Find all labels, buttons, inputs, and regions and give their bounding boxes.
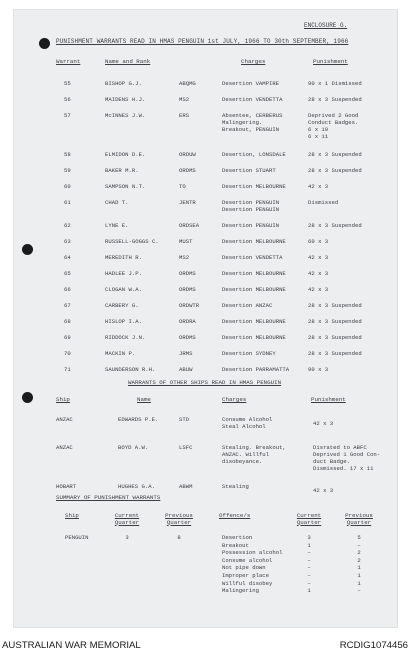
warrant-number: 71: [64, 366, 71, 373]
summary-header-previous-line2: Quarter: [166, 518, 192, 526]
header-charges: Charges: [241, 58, 266, 65]
offence-current-count: 3: [307, 534, 311, 541]
charge-text: disobeyance.: [222, 458, 263, 465]
sailor-rank: ABUW: [179, 366, 193, 373]
sailor-name: MEREDITH R.: [105, 254, 142, 261]
footer-bar: [0, 636, 411, 653]
summary-header-current-2: [289, 513, 329, 526]
header-name-rank: Name and Rank: [105, 58, 151, 65]
offence-current-count: –: [307, 572, 311, 579]
section-summary-title: SUMMARY OF PUNISHMENT WARRANTS: [56, 494, 161, 501]
sailor-rank: ORDMS: [179, 286, 196, 293]
offence-previous-count: 1: [357, 579, 361, 587]
summary-header-previous-line1: Previous: [165, 512, 193, 519]
header-punishment-2: Punishment: [311, 396, 346, 403]
charge-text: Desertion ANZAC: [222, 302, 273, 309]
sailor-name: LYNE E.: [105, 222, 129, 229]
punishment-text: Disrated to ABFC: [313, 444, 367, 451]
warrant-number: 55: [64, 80, 71, 87]
summary-header-previous2-line2: Quarter: [346, 518, 372, 526]
warrant-number: 69: [64, 334, 71, 341]
sailor-rank: STD: [179, 416, 190, 423]
offence-current-count: 1: [307, 541, 311, 549]
punch-hole: [39, 38, 50, 49]
punishment-text: 6 x 11: [308, 133, 329, 140]
summary-current-total: 3: [125, 534, 129, 541]
sailor-name: CARBERY G.: [105, 302, 139, 309]
charge-text: Desertion VENDETTA: [222, 254, 283, 261]
sailor-name: McINNES J.W.: [105, 112, 146, 119]
offence-name: Possession alcohol: [222, 549, 283, 557]
charge-text: Malingering.: [222, 119, 263, 126]
charge-text: Consume Alcohol: [222, 416, 273, 423]
sailor-rank: ORDRA: [179, 318, 196, 325]
charge-text: ANZAC. Willful: [222, 451, 269, 458]
charge-text: Desertion PENGUIN: [222, 206, 280, 213]
charge-text: Stealing. Breakout,: [222, 444, 286, 451]
sailor-rank: ORDSEA: [179, 222, 200, 229]
footer-source: AUSTRALIAN WAR MEMORIAL: [2, 640, 141, 651]
offence-name: Desertion: [222, 534, 253, 541]
summary-header-ship: Ship: [65, 512, 79, 519]
sailor-rank: TO: [179, 183, 186, 190]
sailor-name: MAIDENS H.J.: [105, 96, 146, 103]
warrant-number: 64: [64, 254, 71, 261]
charge-text: Desertion VENDETTA: [222, 96, 283, 103]
sailor-name: HADLEE J.P.: [105, 270, 142, 277]
sailor-name: EDWARDS P.E.: [118, 416, 159, 423]
punishment-text: 28 x 3 Suspended: [308, 96, 362, 103]
punishment-text: 42 x 3: [308, 270, 329, 277]
punishment-text: Conduct Badges.: [308, 119, 359, 126]
charge-text: Desertion MELBOURNE: [222, 318, 286, 325]
sailor-name: BISHOP G.J.: [105, 80, 142, 87]
ship-name: HOBART: [56, 483, 77, 490]
summary-header-previous-2: [339, 513, 379, 526]
header-ship: Ship: [56, 396, 70, 403]
punishment-text: 6 x 10: [308, 126, 329, 133]
summary-header-previous: [159, 513, 199, 526]
punishment-text: duct Badge.: [313, 458, 350, 465]
sailor-rank: JENTR: [179, 199, 196, 206]
punishment-text: 42 x 3: [308, 286, 329, 293]
sailor-rank: JRMS: [179, 350, 193, 357]
sailor-rank: ORDUW: [179, 151, 196, 158]
offence-previous-count: 2: [357, 556, 361, 564]
charge-text: Desertion PENGUIN: [222, 222, 280, 229]
punishment-text: 90 x 1 Dismissed: [308, 80, 362, 87]
section-other-ships-title: WARRANTS OF OTHER SHIPS READ IN HMAS PENGUIN: [128, 379, 282, 386]
sailor-name: SAMPSON N.T.: [105, 183, 146, 190]
punishment-text: 28 x 3 Suspended: [308, 222, 362, 229]
sailor-rank: ABQMG: [179, 80, 196, 87]
warrant-number: 62: [64, 222, 71, 229]
summary-header-current2-line2: Quarter: [296, 518, 322, 526]
offence-current-count: –: [307, 564, 311, 572]
sailor-name: ELMIDON D.E.: [105, 151, 146, 158]
warrant-number: 58: [64, 151, 71, 158]
sailor-name: RUSSELL-GOGGS C.: [105, 238, 159, 245]
offence-name: Consume alcohol: [222, 556, 273, 564]
offence-previous-count: –: [357, 587, 361, 595]
header-charges-2: Charges: [222, 396, 247, 403]
summary-header-previous2-line1: Previous: [345, 512, 373, 519]
charge-text: Absentee, CERBERUS: [222, 112, 283, 119]
ship-name: ANZAC: [56, 444, 73, 451]
charge-text: Desertion PARRAMATTA: [222, 366, 290, 373]
punch-hole: [22, 392, 33, 403]
warrant-number: 60: [64, 183, 71, 190]
charge-text: Desertion MELBOURNE: [222, 334, 286, 341]
offence-name: Improper place: [222, 572, 269, 579]
summary-previous-total: 8: [177, 534, 181, 541]
charge-text: Desertion MELBOURNE: [222, 183, 286, 190]
sailor-rank: ORDMS: [179, 167, 196, 174]
header-punishment: Punishment: [313, 58, 348, 65]
punishment-text: 42 x 3: [308, 183, 329, 190]
punishment-text: 28 x 3 Suspended: [308, 350, 362, 357]
punishment-text: Dismissed: [308, 199, 339, 206]
ship-name: ANZAC: [56, 416, 73, 423]
punishment-text: Deprived 2 Good: [308, 112, 359, 119]
summary-header-current2-line1: Current: [296, 512, 322, 519]
warrant-number: 61: [64, 199, 71, 206]
offence-current-count: –: [307, 549, 311, 557]
punishment-text: 42 x 3: [313, 487, 334, 494]
header-warrant: Warrant: [56, 58, 81, 65]
charge-text: Breakout, PENGUIN: [222, 126, 280, 133]
sailor-rank: ORDWTR: [179, 302, 200, 309]
sailor-rank: ORDMS: [179, 270, 196, 277]
sailor-name: SAUNDERSON R.H.: [105, 366, 156, 373]
charge-text: Desertion VAMPIRE: [222, 80, 280, 87]
warrant-number: 70: [64, 350, 71, 357]
summary-header-current-line1: Current: [114, 512, 140, 519]
charge-text: Desertion, LONSDALE: [222, 151, 286, 158]
sailor-name: BAKER M.R.: [105, 167, 139, 174]
charge-text: Desertion MELBOURNE: [222, 238, 286, 245]
punishment-text: 28 x 3 Suspended: [308, 334, 362, 341]
document-title: PUNISHMENT WARRANTS READ IN HMAS PENGUIN 1st JULY, 1966 TO 30th SEPTEMBER, 1966: [56, 38, 349, 45]
punishment-text: 90 x 3: [308, 366, 329, 373]
warrant-number: 57: [64, 112, 71, 119]
sailor-rank: MUST: [179, 238, 193, 245]
sailor-rank: ABWM: [179, 483, 193, 490]
offence-current-count: –: [307, 556, 311, 564]
offence-name: Not pipe down: [222, 564, 266, 572]
offence-previous-count: 1: [357, 572, 361, 579]
header-name: Name: [137, 396, 151, 403]
offence-name: Breakout: [222, 541, 249, 549]
offence-previous-count: 1: [357, 564, 361, 572]
sailor-name: HISLOP I.A.: [105, 318, 142, 325]
offence-name: Willful disobey: [222, 579, 273, 587]
punishment-text: 28 x 3 Suspended: [308, 151, 362, 158]
document-page: [13, 9, 398, 628]
punishment-text: 28 x 3 Suspended: [308, 167, 362, 174]
offence-name: Malingering: [222, 587, 259, 595]
sailor-name: CLOGAN W.A.: [105, 286, 142, 293]
offence-previous-count: 2: [357, 549, 361, 557]
sailor-rank: LSFC: [179, 444, 193, 451]
warrant-number: 67: [64, 302, 71, 309]
punishment-text: Deprived 1 Good Con-: [313, 451, 381, 458]
charge-text: Stealing: [222, 483, 249, 490]
sailor-name: HUGHES G.A.: [118, 483, 155, 490]
charge-text: Desertion SYDNEY: [222, 350, 276, 357]
punishment-text: 28 x 3 Suspended: [308, 302, 362, 309]
warrant-number: 66: [64, 286, 71, 293]
warrant-number: 56: [64, 96, 71, 103]
sailor-name: RIDDOCK J.N.: [105, 334, 146, 341]
punishment-text: 42 x 3: [308, 254, 329, 261]
summary-header-offence: Offence/s: [219, 512, 251, 519]
sailor-rank: ORDMS: [179, 334, 196, 341]
punishment-text: 42 x 3: [313, 420, 334, 427]
sailor-rank: MS2: [179, 96, 190, 103]
sailor-name: BOYD A.W.: [118, 444, 149, 451]
enclosure-label: ENCLOSURE G.: [304, 22, 348, 29]
summary-header-current-line2: Quarter: [114, 518, 140, 526]
punch-hole: [22, 244, 33, 255]
warrant-number: 65: [64, 270, 71, 277]
warrant-number: 68: [64, 318, 71, 325]
punishment-text: 60 x 3: [308, 238, 329, 245]
charge-text: Desertion MELBOURNE: [222, 286, 286, 293]
summary-header-current: [107, 513, 147, 526]
footer-id: RCDIG1074456: [339, 640, 408, 651]
warrant-number: 63: [64, 238, 71, 245]
punishment-text: 28 x 3 Suspended: [308, 318, 362, 325]
punishment-text: Dismissed. 17 x 11: [313, 465, 374, 472]
charge-text: Desertion STUART: [222, 167, 276, 174]
offence-previous-count: –: [357, 541, 361, 549]
offence-previous-count: 5: [357, 534, 361, 541]
charge-text: Steal Alcohol: [222, 423, 266, 430]
offence-current-count: –: [307, 579, 311, 587]
sailor-rank: MS2: [179, 254, 190, 261]
warrant-number: 59: [64, 167, 71, 174]
sailor-name: CHAD T.: [105, 199, 129, 206]
charge-text: Desertion PENGUIN: [222, 199, 280, 206]
summary-ship: PENGUIN: [65, 534, 89, 541]
sailor-rank: ERS: [179, 112, 190, 119]
charge-text: Desertion MELBOURNE: [222, 270, 286, 277]
sailor-name: MACKIN P.: [105, 350, 136, 357]
offence-current-count: 1: [307, 587, 311, 595]
